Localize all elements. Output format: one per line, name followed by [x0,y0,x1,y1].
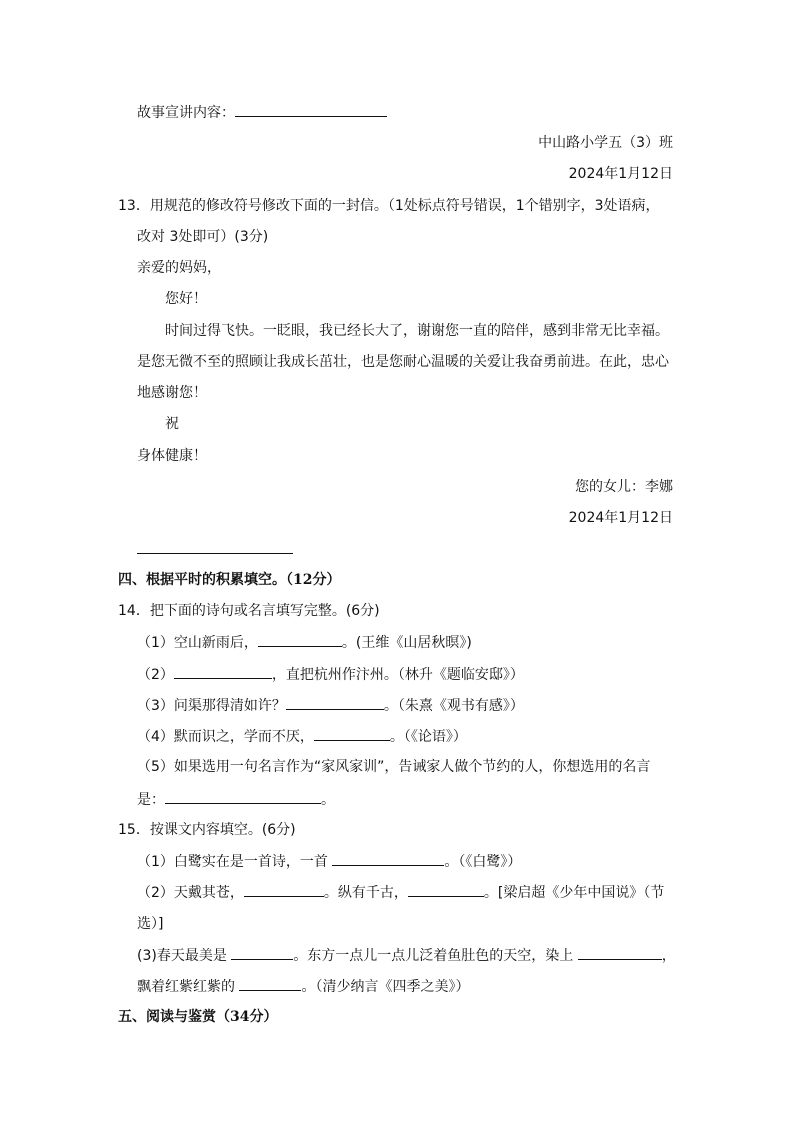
q13-prompt: 13．用规范的修改符号修改下面的一封信。（1处标点符号错误，1个错别字，3处语病， [118,198,660,214]
q14-item-1-source: 。(王维《山居秋暝》) [341,635,472,651]
letter-salutation: 亲爱的妈妈， [137,260,221,276]
q14-item-1 [137,632,472,653]
letter-date: 2024年1月12日 [568,510,673,526]
q15-item-3-cont [137,976,469,997]
q15-item-3-source: 。（清少纳言《四季之美》） [301,979,470,995]
q15-blank-3a[interactable] [231,945,293,960]
q15-item-3-lead: 飘着红紫红紫的 [137,979,235,995]
footnote-divider [137,553,293,554]
q15-item-2 [137,882,664,903]
letter-greeting: 您好！ [165,291,207,307]
story-content-blank[interactable] [235,102,387,117]
story-signature: 中山路小学五（3）班 [538,135,673,151]
q14-prompt: 14．把下面的诗句或名言填写完整。(6分) [118,603,380,619]
letter-wish: 祝 [165,416,179,432]
story-date: 2024年1月12日 [568,166,673,182]
q15-blank-2b[interactable] [408,882,484,897]
story-label-line [137,102,387,123]
q15-item-3-text: (3)春天最美是 [137,948,227,964]
q14-item-5-lead: 是： [137,792,165,808]
q14-item-3-source: 。（朱熹《观书有感》） [383,698,524,714]
q14-item-5-cont [137,789,335,810]
q15-item-2-text: （2）天戴其苍， [137,885,244,901]
letter-body-3: 地感谢您！ [137,385,207,401]
q14-blank-1[interactable] [258,632,342,647]
q14-item-1-text: （1）空山新雨后， [137,635,258,651]
q15-item-3-comma: ， [661,948,676,964]
letter-body-2: 是您无微不至的照顾让我成长茁壮，也是您耐心温暖的关爱让我奋勇前进。在此，忠心 [137,354,669,370]
q14-item-5: （5）如果选用一句名言作为“家风家训”，告诫家人做个节约的人，你想选用的名言 [137,759,651,775]
q15-blank-3b[interactable] [578,945,662,960]
q14-item-2 [137,664,524,685]
q15-item-1-source: 。（《白鹭》） [444,854,522,870]
letter-health: 身体健康！ [137,448,207,464]
q15-item-2-source: 。[梁启超《少年中国说》（节 [483,885,665,901]
letter-signature: 您的女儿：李娜 [575,479,673,495]
q14-item-3-text: （3）问渠那得清如许？ [137,698,286,714]
q14-item-4 [137,726,467,747]
story-label: 故事宣讲内容： [137,105,235,121]
q14-blank-2[interactable] [174,664,272,679]
q14-item-2-text: ，直把杭州作汴州。（林升《题临安邸》） [271,667,524,683]
q14-blank-5[interactable] [165,789,321,804]
q15-item-3 [137,945,676,966]
section5-title: 五、阅读与鉴赏（34分） [118,1009,278,1025]
q14-item-4-text: （4）默而识之，学而不厌， [137,729,314,745]
q14-blank-4[interactable] [314,726,390,741]
letter-body-1: 时间过得飞快。一眨眼，我已经长大了，谢谢您一直的陪伴，感到非常无比幸福。 [165,323,669,339]
q14-item-5-end: 。 [321,792,335,808]
section4-title: 四、根据平时的积累填空。（12分） [118,572,341,588]
q15-item-2-cont: 选）] [137,916,164,932]
q15-item-1 [137,851,521,872]
q14-item-3 [137,695,524,716]
q15-item-2-mid: 。纵有千古， [323,885,408,901]
q14-item-4-source: 。（《论语》） [389,729,467,745]
q15-blank-3c[interactable] [239,976,301,991]
q15-prompt: 15．按课文内容填空。(6分) [118,822,296,838]
q15-blank-2a[interactable] [244,882,324,897]
q14-blank-3[interactable] [286,695,384,710]
q15-item-3-mid: 。东方一点儿一点儿泛着鱼肚色的天空，染上 [293,948,574,964]
q14-item-2-num: （2） [137,667,174,683]
q15-item-1-text: （1）白鹭实在是一首诗，一首 [137,854,328,870]
q13-prompt-cont: 改对 3处即可）(3分) [137,229,269,245]
q15-blank-1[interactable] [332,851,444,866]
